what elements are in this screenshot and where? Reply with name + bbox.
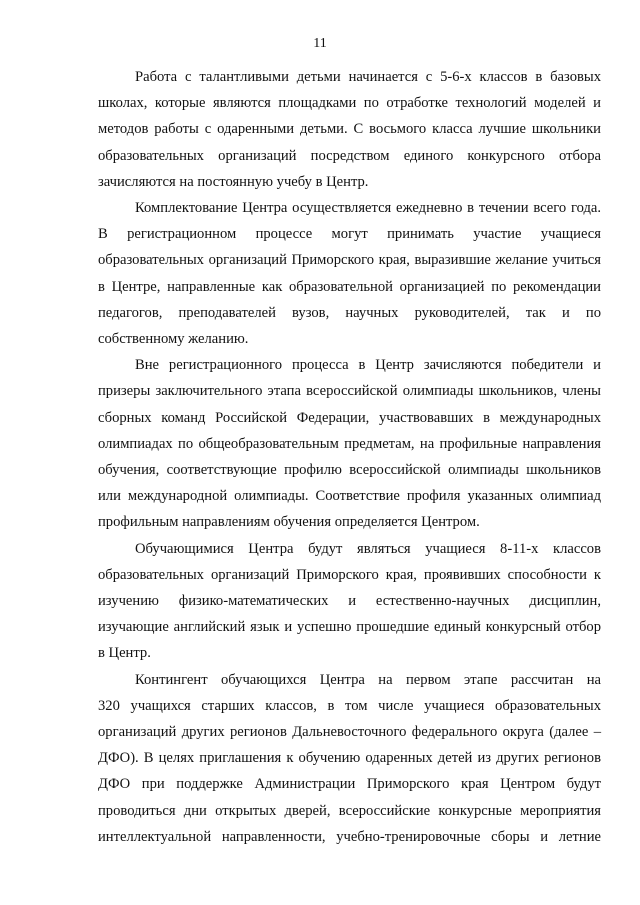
body-text bbox=[98, 64, 601, 850]
text-line: или международной олимпиады. Соответствие профиля указанных олимпиад bbox=[98, 488, 601, 505]
text-line: образовательных организаций Приморского края, проявивших способности к bbox=[98, 566, 601, 583]
text-line: обучения, соответствующие профилю всероссийской олимпиады школьников bbox=[98, 462, 601, 479]
text-line: образовательных организаций посредством единого конкурсного отбора bbox=[98, 147, 601, 164]
paragraph bbox=[98, 64, 601, 195]
text-line: изучению физико-математических и естественно-научных дисциплин, bbox=[98, 593, 601, 610]
text-line: Комплектование Центра осуществляется ежедневно в течении всего года. bbox=[135, 200, 601, 217]
text-line: ДФО при поддержке Администрации Приморского края Центром будут bbox=[98, 776, 601, 793]
text-line: ДФО). В целях приглашения к обучению одаренных детей из других регионов bbox=[98, 750, 601, 767]
text-line: школах, которые являются площадками по отработке технологий моделей и bbox=[98, 95, 601, 112]
text-line: методов работы с одаренными детьми. С восьмого класса лучшие школьники bbox=[98, 121, 601, 138]
text-line: в Центре, направленные как образовательной организацией по рекомендации bbox=[98, 278, 601, 295]
paragraph bbox=[98, 667, 601, 850]
text-line: педагогов, преподавателей вузов, научных руководителей, так и по bbox=[98, 304, 601, 321]
text-line: проводиться дни открытых дверей, всероссийские конкурсные мероприятия bbox=[98, 802, 601, 819]
text-line: Обучающимися Центра будут являться учащиеся 8-11-х классов bbox=[135, 540, 601, 557]
text-line: собственному желанию. bbox=[98, 331, 249, 348]
text-line: олимпиадах по общеобразовательным предметам, на профильные направления bbox=[98, 435, 601, 452]
text-line: Вне регистрационного процесса в Центр зачисляются победители и bbox=[135, 357, 601, 374]
text-line: интеллектуальной направленности, учебно-тренировочные сборы и летние bbox=[98, 828, 601, 845]
text-line: профильным направлениям обучения определяется Центром. bbox=[98, 514, 480, 531]
text-line: образовательных организаций Приморского края, выразившие желание учиться bbox=[98, 252, 601, 269]
paragraph bbox=[98, 536, 601, 667]
text-line: Контингент обучающихся Центра на первом этапе рассчитан на bbox=[135, 671, 601, 688]
text-line: зачисляются на постоянную учебу в Центр. bbox=[98, 173, 369, 190]
text-line: в Центр. bbox=[98, 645, 151, 662]
text-line: изучающие английский язык и успешно прошедшие единый конкурсный отбор bbox=[98, 619, 601, 636]
paragraph bbox=[98, 195, 601, 352]
text-line: сборных команд Российской Федерации, участвовавших в международных bbox=[98, 409, 601, 426]
text-line: призеры заключительного этапа всероссийской олимпиады школьников, члены bbox=[98, 383, 601, 400]
text-line: 320 учащихся старших классов, в том числе учащиеся образовательных bbox=[98, 697, 601, 714]
text-line: организаций других регионов Дальневосточного федерального округа (далее – bbox=[98, 724, 601, 741]
text-line: Работа с талантливыми детьми начинается с 5-6-х классов в базовых bbox=[135, 69, 601, 85]
page-number: 11 bbox=[313, 36, 327, 51]
text-line: В регистрационном процессе могут принимать участие учащиеся bbox=[98, 226, 601, 243]
paragraph bbox=[98, 352, 601, 535]
